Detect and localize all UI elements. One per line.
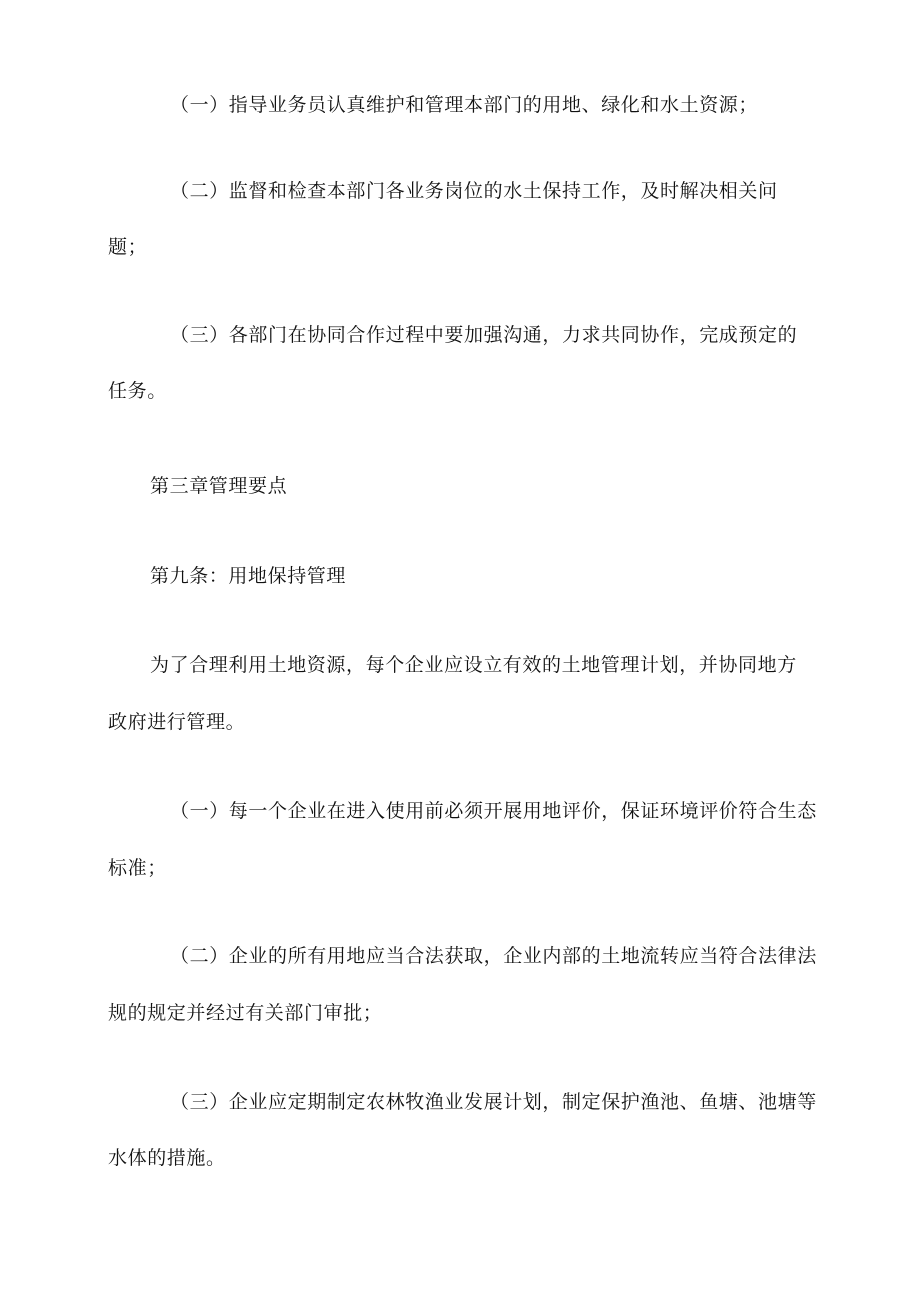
paragraph-3-line-2: 任务。	[108, 380, 167, 402]
paragraph-6-line-1: （二）企业的所有用地应当合法获取，企业内部的土地流转应当符合法律法	[170, 945, 817, 967]
paragraph-7-line-2: 水体的措施。	[108, 1147, 226, 1169]
paragraph-1-line-1: （一）指导业务员认真维护和管理本部门的用地、绿化和水土资源；	[170, 94, 759, 116]
paragraph-7-line-1: （三）企业应定期制定农林牧渔业发展计划，制定保护渔池、鱼塘、池塘等	[170, 1091, 817, 1113]
chapter-heading: 第三章管理要点	[150, 475, 288, 497]
paragraph-5-line-2: 标准；	[108, 857, 167, 879]
paragraph-4-line-1: 为了合理利用土地资源，每个企业应设立有效的土地管理计划，并协同地方	[150, 654, 797, 676]
paragraph-4-line-2: 政府进行管理。	[108, 711, 246, 733]
paragraph-2-line-2: 题；	[108, 236, 148, 258]
paragraph-6-line-2: 规的规定并经过有关部门审批；	[108, 1002, 383, 1024]
article-heading: 第九条：用地保持管理	[150, 565, 347, 587]
paragraph-2-line-1: （二）监督和检查本部门各业务岗位的水土保持工作，及时解决相关问	[170, 180, 778, 202]
paragraph-5-line-1: （一）每一个企业在进入使用前必须开展用地评价，保证环境评价符合生态	[170, 800, 817, 822]
paragraph-3-line-1: （三）各部门在协同合作过程中要加强沟通，力求共同协作，完成预定的	[170, 324, 798, 346]
